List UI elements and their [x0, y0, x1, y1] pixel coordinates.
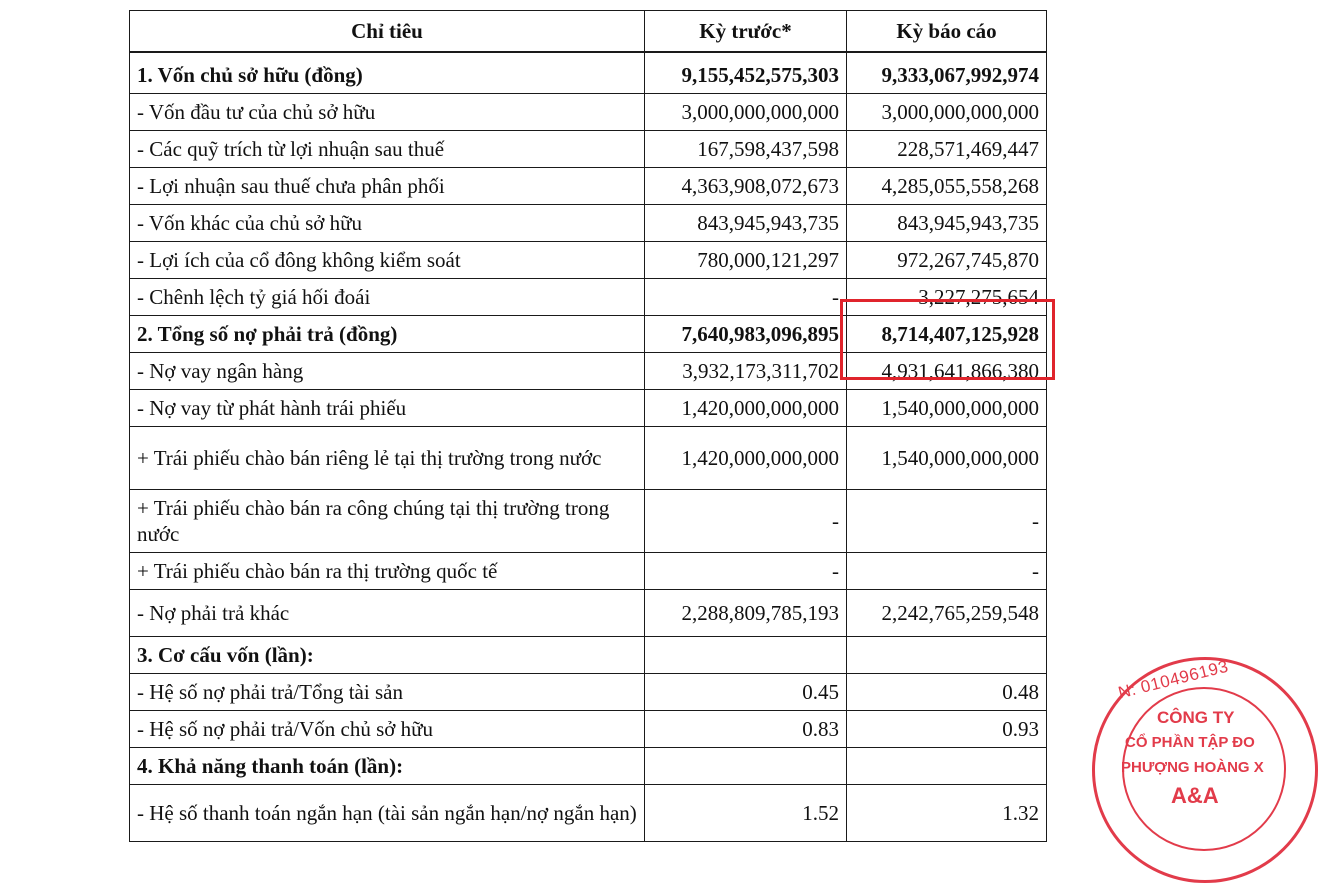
row-current-value: 1.32: [847, 785, 1047, 842]
table-row: [130, 785, 1047, 842]
highlight-box: [840, 299, 1055, 380]
table-row: [130, 390, 1047, 427]
row-current-value: 843,945,943,735: [847, 205, 1047, 242]
row-previous-value: 3,932,173,311,702: [645, 353, 847, 390]
row-label: - Hệ số nợ phải trả/Vốn chủ sở hữu: [130, 711, 645, 748]
row-current-value: 9,333,067,992,974: [847, 52, 1047, 94]
row-current-value: -: [847, 490, 1047, 553]
row-previous-value: 1.52: [645, 785, 847, 842]
row-previous-value: 1,420,000,000,000: [645, 427, 847, 490]
row-label: - Lợi nhuận sau thuế chưa phân phối: [130, 168, 645, 205]
table-header-row: [130, 11, 1047, 53]
row-previous-value: 7,640,983,096,895: [645, 316, 847, 353]
row-label: - Chênh lệch tỷ giá hối đoái: [130, 279, 645, 316]
stamp-line-3: PHƯỢNG HOÀNG X: [1121, 759, 1264, 776]
row-current-value: 1,540,000,000,000: [847, 427, 1047, 490]
row-previous-value: [645, 637, 847, 674]
row-label: - Lợi ích của cổ đông không kiểm soát: [130, 242, 645, 279]
row-label: + Trái phiếu chào bán ra thị trường quốc tế: [130, 553, 645, 590]
stamp-line-4: A&A: [1171, 783, 1219, 808]
table-row: [130, 242, 1047, 279]
row-current-value: 972,267,745,870: [847, 242, 1047, 279]
row-label: 2. Tổng số nợ phải trả (đồng): [130, 316, 645, 353]
stamp-ring-text: N: 010496193: [1116, 656, 1231, 703]
row-label: + Trái phiếu chào bán ra công chúng tại thị trường trong nước: [130, 490, 645, 553]
row-current-value: 4,285,055,558,268: [847, 168, 1047, 205]
row-label: - Nợ vay từ phát hành trái phiếu: [130, 390, 645, 427]
row-previous-value: 780,000,121,297: [645, 242, 847, 279]
row-previous-value: 0.83: [645, 711, 847, 748]
row-previous-value: -: [645, 553, 847, 590]
header-reporting-period: Kỳ báo cáo: [847, 11, 1047, 53]
stamp-line-1: CÔNG TY: [1157, 708, 1235, 727]
row-current-value: 3,227,275,654: [847, 279, 1047, 316]
company-stamp: [1092, 657, 1318, 883]
table-row: [130, 131, 1047, 168]
row-label: - Vốn đầu tư của chủ sở hữu: [130, 94, 645, 131]
row-previous-value: -: [645, 490, 847, 553]
table-row: [130, 553, 1047, 590]
row-label: 1. Vốn chủ sở hữu (đồng): [130, 52, 645, 94]
table-row: [130, 711, 1047, 748]
financial-table: [129, 10, 1047, 842]
row-current-value: -: [847, 553, 1047, 590]
table-row: [130, 748, 1047, 785]
table-row: [130, 94, 1047, 131]
row-label: 4. Khả năng thanh toán (lần):: [130, 748, 645, 785]
row-current-value: 0.48: [847, 674, 1047, 711]
row-label: - Nợ vay ngân hàng: [130, 353, 645, 390]
row-current-value: 1,540,000,000,000: [847, 390, 1047, 427]
table-row: [130, 52, 1047, 94]
row-label: - Vốn khác của chủ sở hữu: [130, 205, 645, 242]
row-current-value: [847, 748, 1047, 785]
row-previous-value: 167,598,437,598: [645, 131, 847, 168]
row-previous-value: [645, 748, 847, 785]
row-previous-value: 0.45: [645, 674, 847, 711]
row-label: - Hệ số nợ phải trả/Tổng tài sản: [130, 674, 645, 711]
row-current-value: 0.93: [847, 711, 1047, 748]
header-previous-period: Kỳ trước*: [645, 11, 847, 53]
row-current-value: 8,714,407,125,928: [847, 316, 1047, 353]
row-previous-value: 1,420,000,000,000: [645, 390, 847, 427]
header-indicator: Chỉ tiêu: [130, 11, 645, 53]
table-row: [130, 427, 1047, 490]
row-previous-value: -: [645, 279, 847, 316]
table-row: [130, 205, 1047, 242]
table-row: [130, 490, 1047, 553]
table-row: [130, 168, 1047, 205]
table-row: [130, 637, 1047, 674]
row-previous-value: 9,155,452,575,303: [645, 52, 847, 94]
row-label: 3. Cơ cấu vốn (lần):: [130, 637, 645, 674]
row-current-value: 3,000,000,000,000: [847, 94, 1047, 131]
row-previous-value: 4,363,908,072,673: [645, 168, 847, 205]
row-label: - Hệ số thanh toán ngắn hạn (tài sản ngắn hạn/nợ ngắn hạn): [130, 785, 645, 842]
row-current-value: 4,931,641,866,380: [847, 353, 1047, 390]
table-row: [130, 590, 1047, 637]
row-current-value: [847, 637, 1047, 674]
row-previous-value: 3,000,000,000,000: [645, 94, 847, 131]
stamp-line-2: CỔ PHẦN TẬP ĐO: [1125, 734, 1255, 751]
row-previous-value: 843,945,943,735: [645, 205, 847, 242]
row-current-value: 2,242,765,259,548: [847, 590, 1047, 637]
row-label: - Nợ phải trả khác: [130, 590, 645, 637]
table-row: [130, 674, 1047, 711]
row-label: + Trái phiếu chào bán riêng lẻ tại thị trường trong nước: [130, 427, 645, 490]
row-previous-value: 2,288,809,785,193: [645, 590, 847, 637]
row-label: - Các quỹ trích từ lợi nhuận sau thuế: [130, 131, 645, 168]
row-current-value: 228,571,469,447: [847, 131, 1047, 168]
